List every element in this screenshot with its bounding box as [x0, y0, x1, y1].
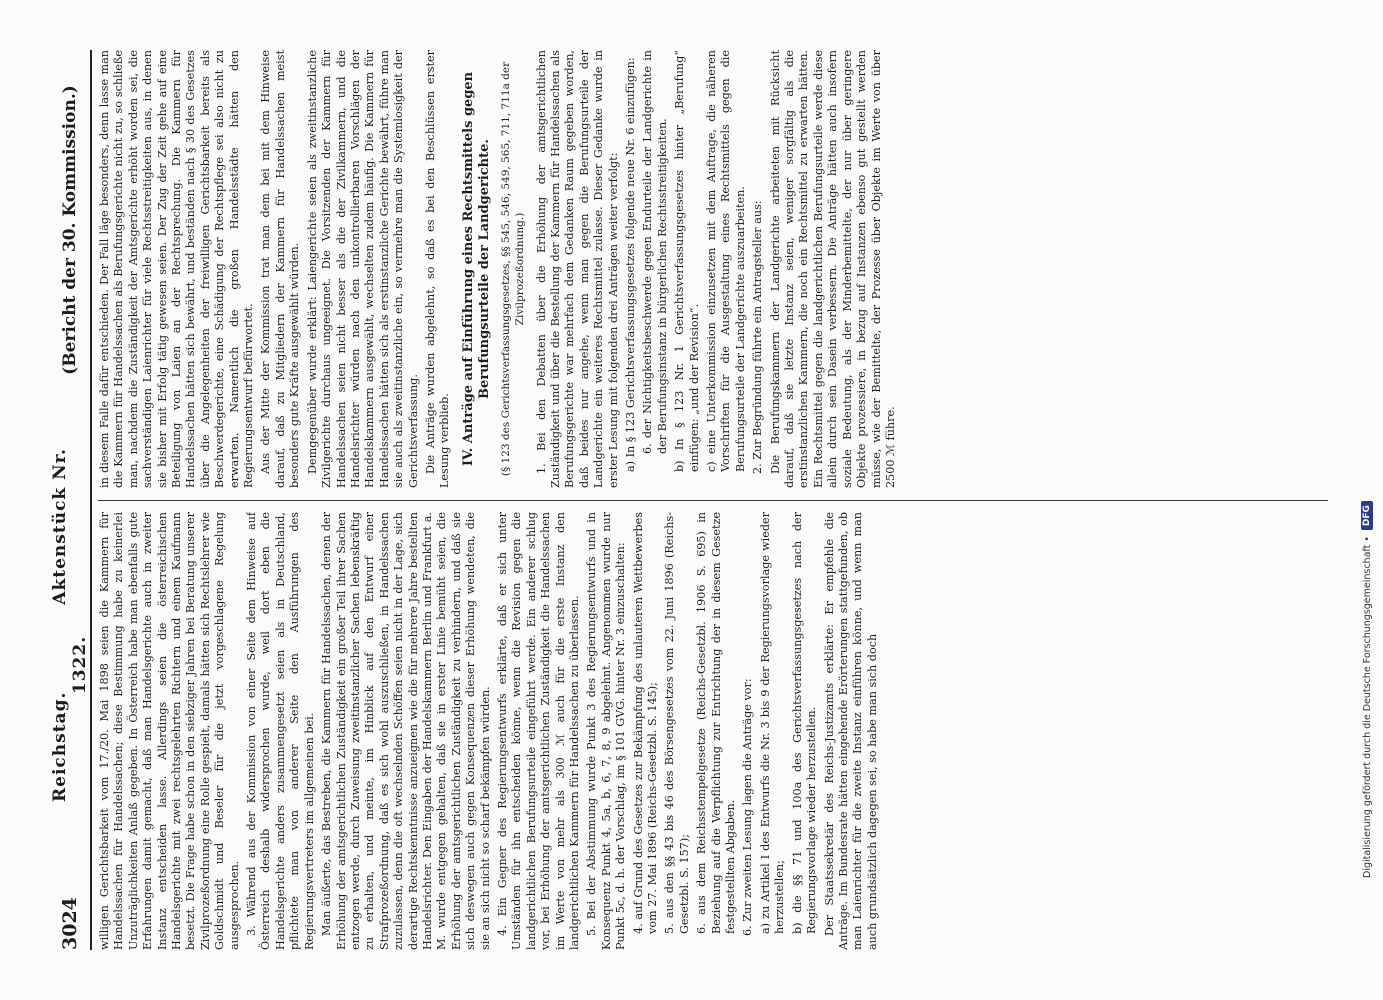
list-item: a) In § 123 Gerichtsverfassungsgesetzes folgende neue Nr. 6 einzufügen: [624, 57, 637, 472]
header-document-number: Aktenstück Nr. 1322. [50, 448, 90, 695]
list-item: 4. auf Grund des Gesetzes zur Bekämpfung des unlauteren Wettbewerbes vom 27. Mai 1896 (Reichs-Gesetzbl. S. 145); [631, 512, 660, 934]
paragraph: Die Berufungskammern der Landgerichte arbeiteten mit Rücksicht darauf, daß sie letzte Instanz seien, weniger sorgfältig als die erstinstanzlichen Kammern, die noch ein Rechtsmittel zu erwarten hätten. Ein Rechtsmittel gegen die landgerichtlichen Berufungsurteile werde diese allein durch sein Dasein verbessern. Die Anträge hätten auch insofern soziale Bedeutung, als der Minderbemittelte, der nur über geringere Objekte prozessiere, in bezug auf Instanzen ebenso gut gestellt werden müsse, wie der Bemittelte, der Prozesse über Objekte im Werte von über 2500 ℳ führe. [768, 50, 897, 488]
text-column-left [98, 512, 1328, 950]
list-item: a) zu Artikel I des Entwurfs die Nr. 3 bis 9 der Regierungsvorlage wieder herzustellen; [758, 512, 787, 934]
digitization-credit [1357, 8, 1379, 878]
list-item: b) In § 123 Nr. 1 Gerichtsverfassungsgesetzes hinter „Berufung“ einfügen: „und der Revision“. [673, 50, 701, 472]
rotated-page-content [52, 50, 1342, 950]
header-report-title: (Bericht der 30. Kommission.) [60, 85, 80, 375]
paragraph: 1. Bei den Debatten über die Erhöhung der amtsgerichtlichen Zuständigkeit und über die Bestellung der Kammern für Handelssachen als Berufungsgerichte war mehrfach dem Gedanken Raum gegeben worden, daß beides nur angehe, wenn man gegen die Berufungsurteile der Landgerichte ein weiteres Rechtsmittel zulasse. Dieser Gedanke wurde in erster Lesung mit folgenden drei Anträgen weiter verfolgt: [534, 50, 620, 488]
header-rule [90, 50, 92, 950]
header-center [50, 410, 90, 880]
paragraph: 3. Während aus der Kommission von einer Seite dem Hinweise auf Österreich deshalb widersprochen wurde, weil dort eben die Handelsgerichte anders zusammengesetzt seien als in Deutschland, pflichtete man von anderer Seite den Ausführungen des Regierungsvertreters im allgemeinen bei. [245, 512, 316, 950]
list-item: b) die §§ 71 und 100a des Gerichtsverfassungsgesetzes nach der Regierungsvorlage wieder herzustellen. [790, 512, 819, 934]
credit-text: Digitalisierung gefördert durch die Deutsche Forschungsgemeinschaft • [1361, 536, 1373, 878]
dfg-logo: DFG [1361, 501, 1373, 530]
column-divider [98, 500, 1328, 501]
paragraph: in diesem Falle dafür entschieden. Der Fall läge besonders, denn lasse man die Kammern für Handelssachen als Berufungsgerichte nicht zu, so schließe man, nachdem die Zuständigkeit der Amtsgerichte erhöht worden sei, die sachverständigen Laienrichter für viele Rechtsstreitigkeiten aus, in denen sie bisher mit Erfolg tätig gewesen seien. Der Zug der Zeit gehe auf eine Beteiligung von Laien an der Rechtsprechung. Die Kammern für Handelssachen hätten sich bewährt, und beständen nach § 30 des Gesetzes über die Angelegenheiten der freiwilligen Gerichtsbarkeit bereits als Beschwerdegerichte, eine Schädigung der Rechtspflege sei also nicht zu erwarten. Namentlich die großen Handelsstädte hätten den Regierungsentwurf befürwortet. [98, 50, 256, 488]
paragraph: 4. Ein Gegner des Regierungsentwurfs erklärte, daß er sich unter Umständen für ihn entscheiden könne, wenn die Revision gegen die landgerichtlichen Berufungsurteile eingeführt werde. Ein anderer schlug vor, bei Erhöhung der amtsgerichtlichen Zuständigkeit die Handelssachen im Werte von mehr als 300 ℳ auch für die erste Instanz den landgerichtlichen Kammern für Handelssachen zu überlassen. [495, 512, 581, 950]
list-item: c) eine Unterkommission einzusetzen mit dem Auftrage, die näheren Vorschriften für die Ausgestaltung eines Rechtsmittels gegen die Berufungsurteile der Landgerichte auszuarbeiten. [705, 50, 747, 472]
section-heading: IV. Anträge auf Einführung eines Rechtsmittels gegen Berufungsurteile der Landgerichte. [460, 71, 492, 467]
paragraph: 6. Zur zweiten Lesung lagen die Anträge vor: [741, 678, 755, 936]
paragraph: 2. Zur Begründung führte ein Antragsteller aus: [751, 200, 765, 474]
paragraph: Demgegenüber wurde erklärt: Laiengerichte seien als zweitinstanzliche Zivilgerichte durchaus ungeeignet. Die Vorsitzenden der Kammern für Handelssachen seien nicht besser als die der Zivilkammern, und die Handelsrichter würden nach den unkontrollierbaren Vorschlägen der Handelskammern ausgewählt, wechselten zudem häufig. Die Kammern für Handelssachen hätten sich als erstinstanzliche Gerichte bewährt, führe man sie auch als zweitinstanzliche ein, so vermehre man die Systemlosigkeit der Gerichtsverfassung. [305, 50, 420, 488]
paragraph: 5. Bei der Abstimmung wurde Punkt 3 des Regierungsentwurfs und in Konsequenz Punkt 4, 5a, b, 6, 7, 8, 9 abgelehnt. Angenommen wurde nur Punkt 5c, d. h. der Vorschlag, im § 101 GVG. hinter Nr. 3 einzuschalten: [585, 512, 628, 950]
paragraph: Aus der Mitte der Kommission trat man dem bei mit dem Hinweise darauf, daß zu Mitgliedern der Kammern für Handelssachen meist besonders gute Kräfte ausgewählt würden. [259, 50, 302, 488]
list-item: 6. aus dem Reichsstempelgesetze (Reichs-Gesetzbl. 1906 S. 695) in Beziehung auf die Verpflichtung zur Entrichtung der in diesem Gesetze festgestellten Abgaben. [695, 512, 738, 934]
paragraph: Man äußerte, das Bestreben, die Kammern für Handelssachen, denen der Erhöhung der amtsgerichtlichen Zuständigkeit ein großer Teil ihrer Sachen entzogen werde, durch Zuweisung zweitinstanzlicher Sachen lebenskräftig zu erhalten, und meinte, im Hinblick auf den Entwurf einer Strafprozeßordnung, daß es sich wohl auszuschließen, in Handelssachen zuzulassen, denn die oft wechselnden Schöffen seien nicht in der Lage, sich derartige Rechtskenntnisse anzueignen wie die für mehrere Jahre bestellten Handelsrichter. Den Eingaben der Handelskammern Berlin und Frankfurt a. M. wurde entgegen gehalten, daß sie in erster Linie bemüht seien, die Erhöhung der amtsgerichtlichen Zuständigkeit zu verhindern, und daß sie sich deswegen auch gegen Konsequenzen dieser Erhöhung wendeten, die sie an sich nicht so scharf bekämpfen würden. [320, 512, 492, 950]
header-left-title: Reichstag. [50, 691, 70, 802]
text-column-right [98, 50, 1328, 488]
paragraph: Die Anträge wurden abgelehnt, so daß es bei den Beschlüssen erster Lesung verblieb. [423, 50, 452, 488]
list-item: 6. der Nichtigkeitsbeschwerde gegen Endurteile der Landgerichte in der Berufungsinstanz in bürgerlichen Rechtsstreitigkeiten. [641, 50, 669, 454]
list-item: 5. aus den §§ 43 bis 46 des Börsengesetzes vom 22. Juni 1896 (Reichs-Gesetzbl. S. 157); [663, 512, 691, 934]
paragraph: willigen Gerichtsbarkeit vom 17./20. Mai 1898 seien die Kammern für Handelssachen für Handelssachen; diese Bestimmung habe zu keinerlei Unzuträglichkeiten Anlaß gegeben. In Österreich habe man ebenfalls gute Erfahrungen damit gemacht, daß man Handelsgerichte auch in zweiter Instanz entscheiden lasse. Allerdings seien die österreichischen Handelsgerichte mit zwei rechtsgelehrten Richtern und einem Kaufmann besetzt. Die Frage habe schon in den siebziger Jahren bei Beratung unserer Zivilprozeßordnung eine Rolle gespielt, damals hätten sich Rechtslehrer wie Goldschmidt und Beseler für die jetzt vorgeschlagene Regelung ausgesprochen. [98, 512, 241, 950]
page-number: 3024 [59, 897, 81, 950]
paragraph: Der Staatssekretär des Reichs-Justizamts erklärte: Er empfehle die Anträge. Im Bundesrate hätten eingehende Erörterungen stattgefunden, ob man Laienrichter für die zweite Instanz einführen könne, und wenn man auch grundsätzlich dagegen sei, so habe man sich doch [822, 512, 879, 950]
page-header [52, 50, 88, 950]
section-reference: (§ 123 des Gerichtsverfassungsgesetzes, §§ 545, 546, 549, 565, 711, 711a der Zivilprozeßordnung.) [499, 61, 527, 477]
